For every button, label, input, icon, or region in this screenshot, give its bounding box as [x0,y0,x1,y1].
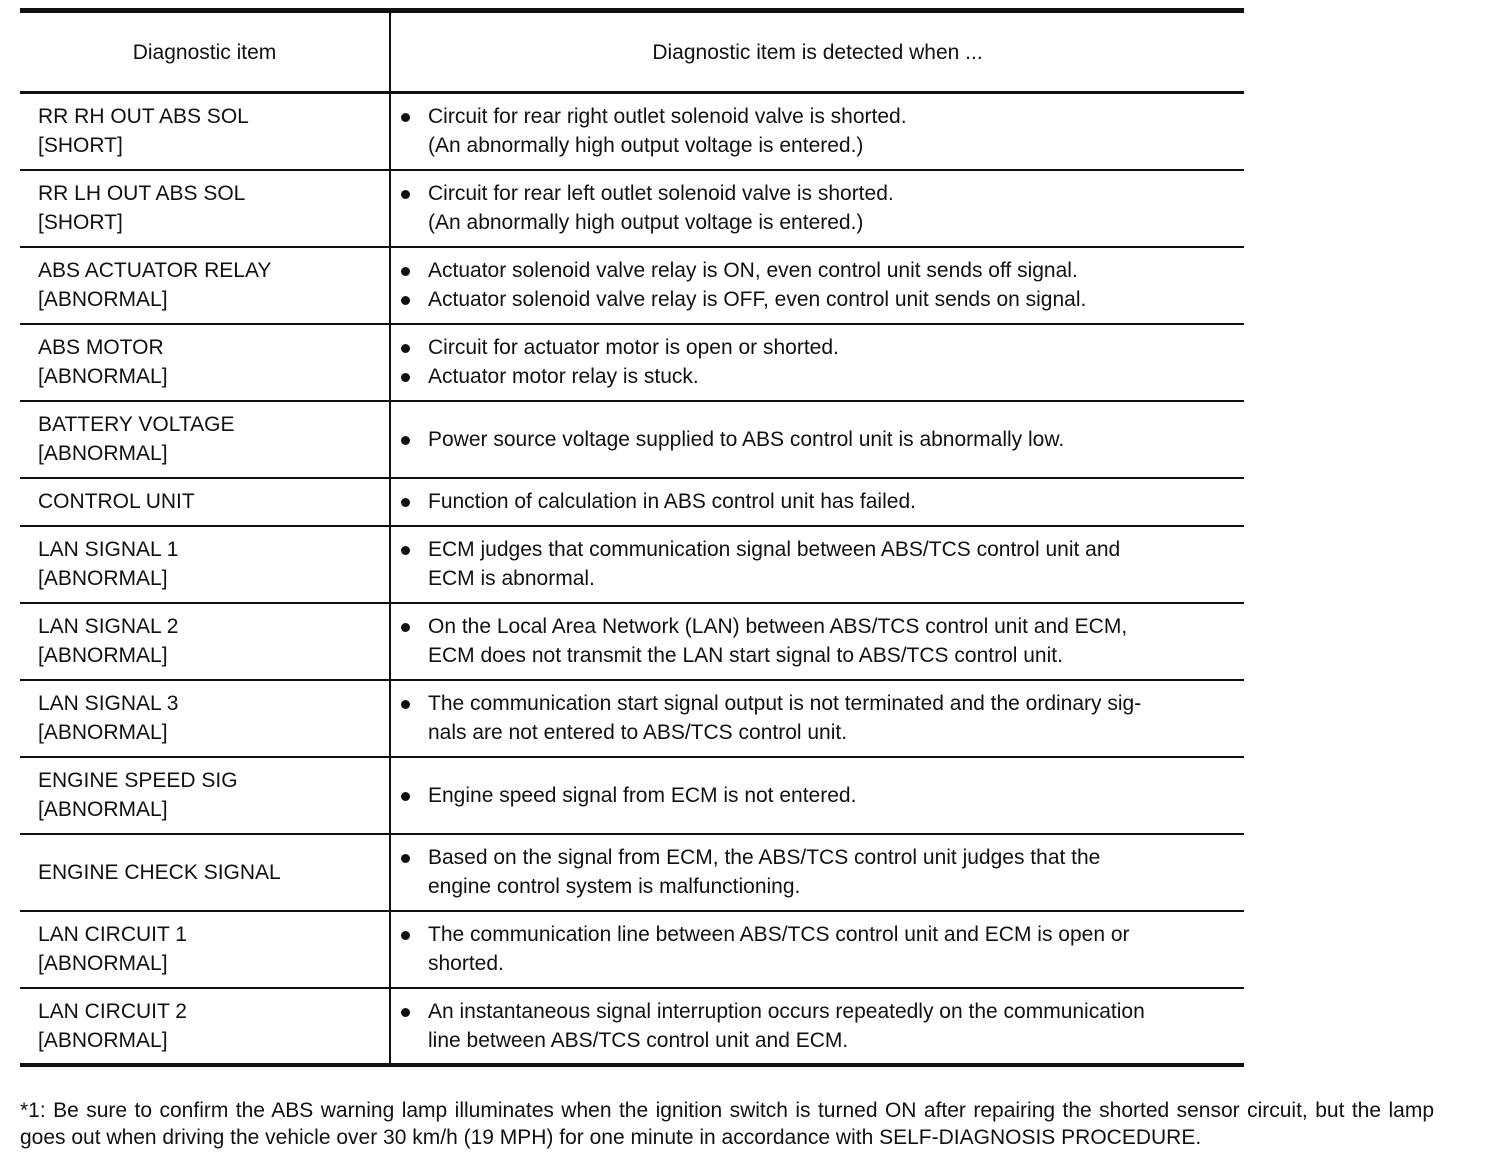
diagnostic-item-cell [20,324,390,401]
table-row [20,478,1244,526]
table-body [20,93,1244,1065]
condition-bullet-item [391,179,1244,237]
diagnostic-item-line: [ABNORMAL] [38,1028,168,1052]
diagnostic-item-cell [20,93,390,170]
condition-text-line: Actuator solenoid valve relay is OFF, even control unit sends on signal. [428,288,1087,311]
table-header-row [20,11,1244,93]
bullet-icon [401,1008,410,1017]
table-row [20,401,1244,478]
diagnostic-item-cell [20,247,390,324]
detection-condition-cell [390,170,1244,247]
diagnostic-item-cell [20,170,390,247]
diagnostic-table [20,8,1244,1067]
diagnostic-item-line: [ABNORMAL] [38,442,168,465]
detection-condition-cell [390,247,1244,324]
condition-bullet-item [391,425,1244,454]
diagnostic-item-line: [ABNORMAL] [38,798,168,821]
detection-condition-cell [390,603,1244,680]
diagnostic-item-line: [SHORT] [38,211,123,234]
detection-condition-cell [390,401,1244,478]
table-row [20,170,1244,247]
condition-text-line: line between ABS/TCS control unit and ECM. [428,1028,849,1052]
diagnostic-item-line: ENGINE CHECK SIGNAL [38,860,281,884]
detection-condition-cell [390,757,1244,834]
header-diagnostic-item: Diagnostic item [20,11,390,93]
table-row [20,324,1244,401]
condition-text-line: Circuit for rear left outlet solenoid valve is shorted. [428,182,894,205]
diagnostic-table-container [20,8,1244,1067]
condition-text-line: The communication line between ABS/TCS control unit and ECM is open or [428,923,1130,946]
condition-bullet-item [391,256,1244,285]
diagnostic-item-cell [20,478,390,526]
diagnostic-item-line: [SHORT] [38,134,123,158]
bullet-icon [401,854,410,863]
condition-bullet-item [391,362,1244,391]
condition-text-line: An instantaneous signal interruption occurs repeatedly on the communication [428,999,1145,1023]
diagnostic-item-cell [20,401,390,478]
condition-bullet-item [391,285,1244,314]
diagnostic-item-line: [ABNORMAL] [38,721,168,744]
diagnostic-item-cell [20,603,390,680]
condition-bullet-item [391,102,1244,160]
condition-bullet-item [391,781,1244,810]
condition-bullet-item [391,535,1244,593]
detection-condition-cell [390,834,1244,911]
bullet-icon [401,436,410,445]
footnote: *1: Be sure to confirm the ABS warning lamp illuminates when the ignition switch is turned ON after repairing the shorted sensor circuit, but the lamp goes out when driving the vehicle over 30 km/h (19 MPH) for one minute in accordance with SELF-DIAGNOSIS PROCEDURE. [20,1099,1434,1149]
table-row [20,526,1244,603]
condition-bullet-item [391,333,1244,362]
diagnostic-item-cell [20,988,390,1065]
table-row [20,988,1244,1065]
diagnostic-item-line: LAN SIGNAL 3 [38,692,179,715]
detection-condition-cell [390,526,1244,603]
diagnostic-item-line: CONTROL UNIT [38,490,195,513]
bullet-icon [401,296,410,305]
diagnostic-item-cell [20,911,390,988]
table-row [20,603,1244,680]
bullet-icon [401,373,410,382]
diagnostic-item-line: [ABNORMAL] [38,644,168,667]
condition-text-line: ECM does not transmit the LAN start signal to ABS/TCS control unit. [428,644,1063,667]
diagnostic-item-line: BATTERY VOLTAGE [38,413,235,436]
bullet-icon [401,344,410,353]
bullet-icon [401,190,410,199]
condition-text-line: Engine speed signal from ECM is not entered. [428,783,857,807]
bullet-icon [401,792,410,801]
condition-text-line: ECM judges that communication signal between ABS/TCS control unit and [428,538,1121,561]
diagnostic-item-line: LAN CIRCUIT 1 [38,923,187,946]
bullet-icon [401,546,410,555]
detection-condition-cell [390,911,1244,988]
diagnostic-item-cell [20,834,390,911]
condition-bullet-item [391,920,1244,978]
diagnostic-item-line: ABS ACTUATOR RELAY [38,259,272,282]
condition-bullet-item [391,612,1244,670]
bullet-icon [401,113,410,122]
diagnostic-item-line: [ABNORMAL] [38,567,168,590]
diagnostic-item-cell [20,680,390,757]
condition-bullet-item [391,997,1244,1055]
condition-text-line: The communication start signal output is not terminated and the ordinary sig- [428,692,1142,715]
header-detection-condition: Diagnostic item is detected when ... [390,11,1244,93]
condition-bullet-item [391,843,1244,901]
diagnostic-item-line: LAN SIGNAL 2 [38,615,179,638]
table-row [20,680,1244,757]
bullet-icon [401,931,410,940]
condition-bullet-item [391,689,1244,747]
condition-text-line: Circuit for rear right outlet solenoid valve is shorted. [428,105,907,129]
diagnostic-item-line: LAN CIRCUIT 2 [38,999,187,1023]
condition-text-line: (An abnormally high output voltage is entered.) [428,211,864,234]
condition-text-line: Function of calculation in ABS control unit has failed. [428,490,916,513]
table-row [20,911,1244,988]
bullet-icon [401,700,410,709]
condition-text-line: (An abnormally high output voltage is entered.) [428,134,864,158]
diagnostic-item-line: ABS MOTOR [38,336,164,359]
bullet-icon [401,267,410,276]
diagnostic-item-line: RR RH OUT ABS SOL [38,105,249,129]
condition-text-line: engine control system is malfunctioning. [428,875,801,898]
diagnostic-item-line: ENGINE SPEED SIG [38,769,238,792]
diagnostic-item-line: [ABNORMAL] [38,288,168,311]
bullet-icon [401,623,410,632]
table-row [20,247,1244,324]
detection-condition-cell [390,988,1244,1065]
table-row [20,834,1244,911]
detection-condition-cell [390,680,1244,757]
diagnostic-item-cell [20,526,390,603]
diagnostic-item-line: RR LH OUT ABS SOL [38,182,246,205]
diagnostic-item-line: LAN SIGNAL 1 [38,538,179,561]
diagnostic-item-line: [ABNORMAL] [38,365,168,388]
condition-text-line: On the Local Area Network (LAN) between ABS/TCS control unit and ECM, [428,615,1128,638]
table-row [20,757,1244,834]
condition-text-line: Power source voltage supplied to ABS control unit is abnormally low. [428,427,1065,451]
condition-bullet-item [391,487,1244,516]
table-row [20,93,1244,170]
diagnostic-item-cell [20,757,390,834]
bullet-icon [401,498,410,507]
detection-condition-cell [390,478,1244,526]
detection-condition-cell [390,93,1244,170]
condition-text-line: Circuit for actuator motor is open or shorted. [428,336,839,359]
condition-text-line: Actuator motor relay is stuck. [428,365,699,388]
detection-condition-cell [390,324,1244,401]
condition-text-line: Actuator solenoid valve relay is ON, even control unit sends off signal. [428,259,1078,282]
condition-text-line: Based on the signal from ECM, the ABS/TCS control unit judges that the [428,846,1101,869]
condition-text-line: shorted. [428,952,504,975]
diagnostic-item-line: [ABNORMAL] [38,952,168,975]
condition-text-line: ECM is abnormal. [428,567,595,590]
condition-text-line: nals are not entered to ABS/TCS control unit. [428,721,848,744]
